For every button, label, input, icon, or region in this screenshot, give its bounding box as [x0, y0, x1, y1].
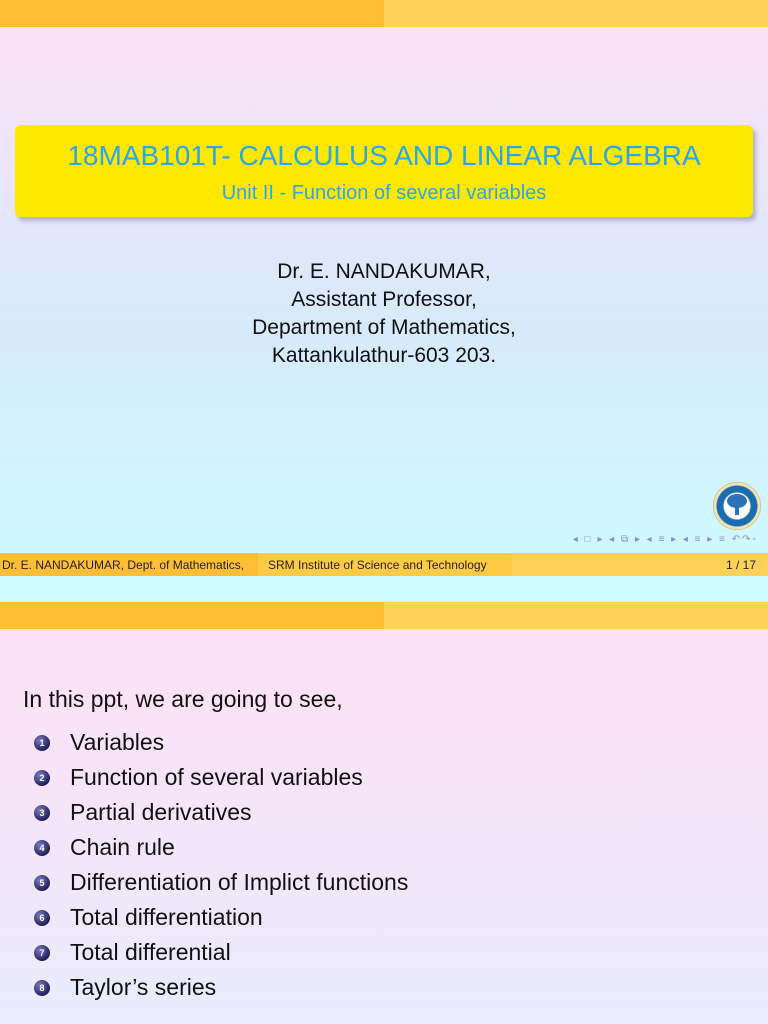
number-ball-icon: 6	[34, 910, 50, 926]
list-item-text: Taylor’s series	[70, 974, 217, 1000]
number-ball-icon: 4	[34, 840, 50, 856]
author-designation: Assistant Professor,	[291, 288, 477, 311]
number-ball-icon: 1	[34, 735, 50, 751]
list-item-text: Partial derivatives	[70, 799, 252, 825]
list-item	[34, 970, 408, 1005]
author-name: Dr. E. NANDAKUMAR,	[277, 260, 491, 283]
number-ball-icon: 7	[34, 945, 50, 961]
list-item	[34, 830, 408, 865]
university-logo	[713, 482, 761, 530]
top-bar	[0, 0, 768, 27]
beamer-navigation-icons[interactable]: ◂ □ ▸ ◂ ⧉ ▸ ◂ ≡ ▸ ◂ ≡ ▸ ≡ ↶↷◦	[572, 534, 758, 545]
footer-institute: SRM Institute of Science and Technology	[268, 558, 487, 572]
list-item	[34, 900, 408, 935]
list-item	[34, 935, 408, 970]
number-ball-icon: 5	[34, 875, 50, 891]
slide-subtitle: Unit II - Function of several variables	[221, 182, 547, 204]
list-item-text: Total differentiation	[70, 904, 263, 930]
slide-footer	[0, 553, 768, 576]
author-location: Kattankulathur-603 203.	[271, 344, 497, 367]
footer-page-number: 1 / 17	[725, 558, 756, 572]
slide-title: 18MAB101T- CALCULUS AND LINEAR ALGEBRA	[67, 140, 701, 171]
top-bar	[0, 602, 768, 629]
list-item	[34, 760, 408, 795]
list-item-text: Total differential	[70, 939, 231, 965]
title-box	[15, 125, 753, 217]
number-ball-icon: 3	[34, 805, 50, 821]
list-item	[34, 725, 408, 760]
author-department: Department of Mathematics,	[252, 316, 516, 339]
list-item	[34, 795, 408, 830]
list-item-text: Differentiation of Implict functions	[70, 869, 409, 895]
list-item-text: Function of several variables	[70, 764, 363, 790]
footer-author: Dr. E. NANDAKUMAR, Dept. of Mathematics,	[2, 558, 245, 572]
list-item-text: Variables	[70, 729, 165, 755]
slide-2	[0, 602, 768, 1024]
number-ball-icon: 8	[34, 980, 50, 996]
list-item-text: Chain rule	[70, 834, 175, 860]
intro-text: In this ppt, we are going to see,	[23, 686, 343, 712]
topic-list	[34, 725, 408, 1005]
number-ball-icon: 2	[34, 770, 50, 786]
list-item	[34, 865, 408, 900]
